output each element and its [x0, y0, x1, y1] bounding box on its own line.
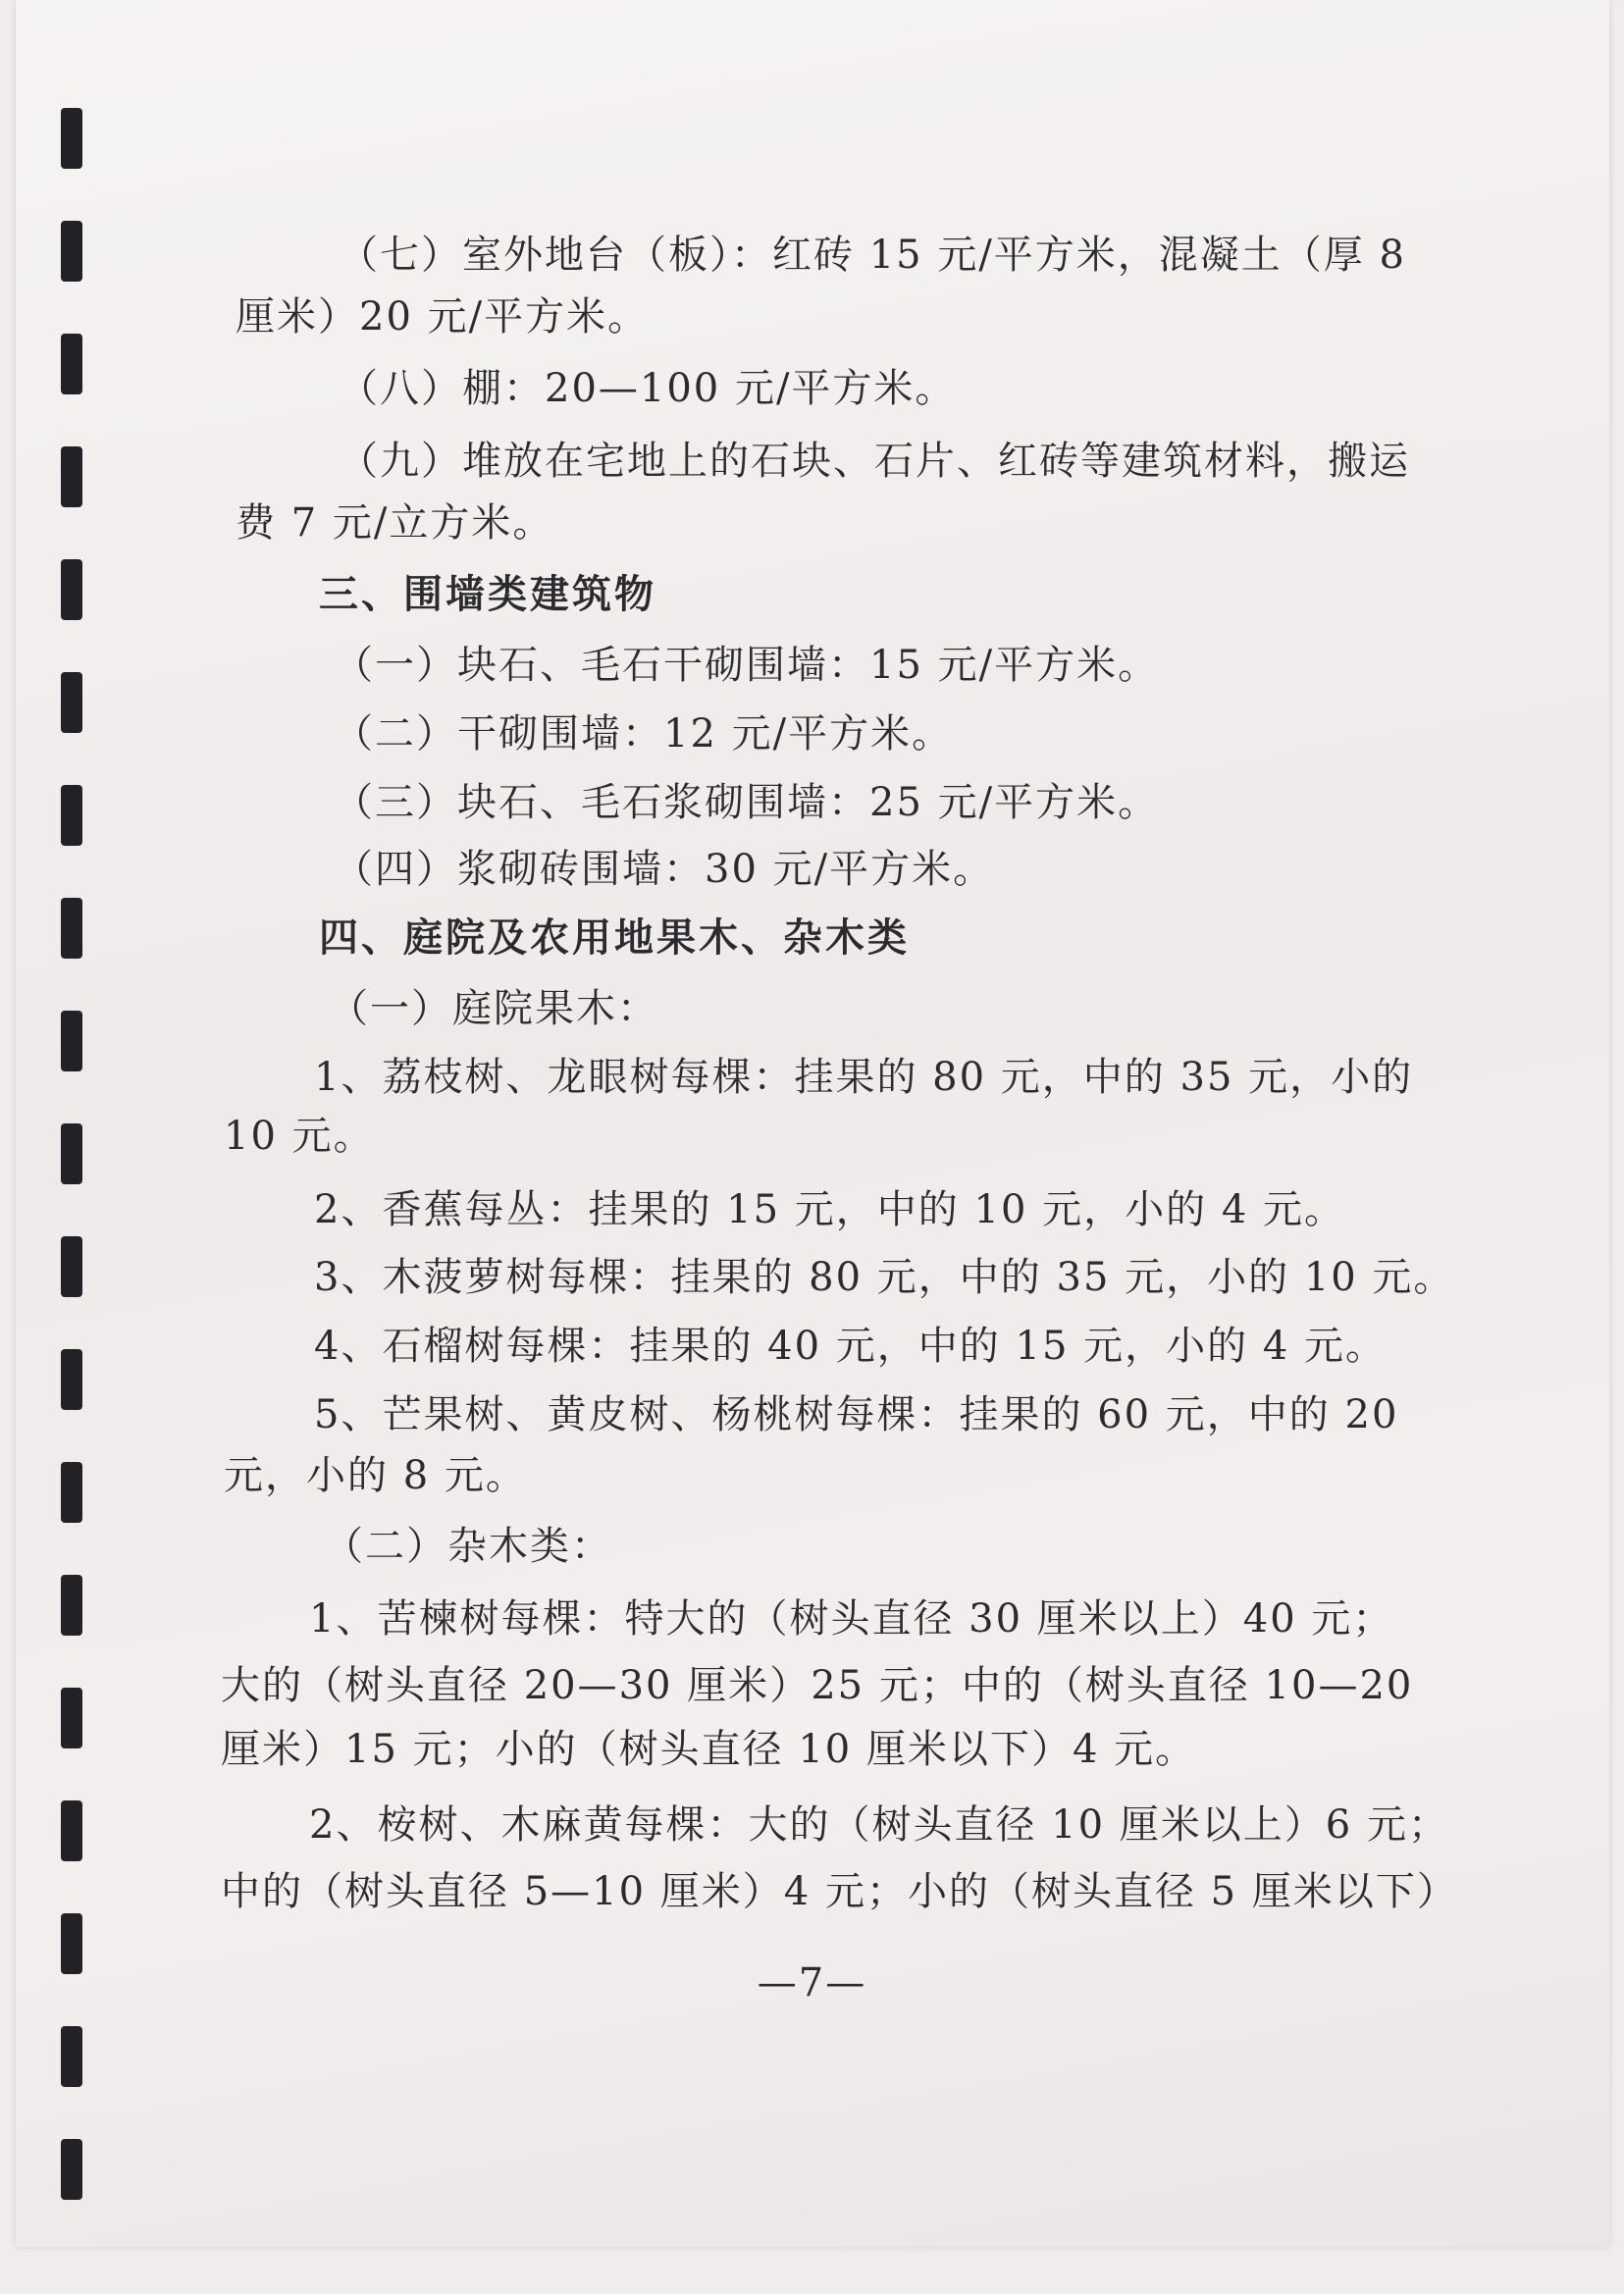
- item-dry-stone-wall: （一）块石、毛石干砌围墙：15 元/平方米。: [334, 643, 1160, 688]
- item-dry-wall: （二）干砌围墙：12 元/平方米。: [334, 711, 954, 756]
- item-mango: 5、芒果树、黄皮树、杨桃树每棵：挂果的 60 元，中的 20: [314, 1392, 1399, 1437]
- item-eucalyptus: 2、桉树、木麻黄每棵：大的（树头直径 10 厘米以上）6 元；: [309, 1802, 1449, 1848]
- item-lychee-longan: 1、荔枝树、龙眼树每棵：挂果的 80 元，中的 35 元，小的: [314, 1055, 1414, 1100]
- item-outdoor-platform-cont: 厘米）20 元/平方米。: [236, 294, 650, 339]
- item-lychee-longan-cont: 10 元。: [224, 1114, 375, 1159]
- item-chinaberry-cont: 大的（树头直径 20—30 厘米）25 元；中的（树头直径 10—20: [221, 1663, 1414, 1708]
- item-building-materials: （九）堆放在宅地上的石块、石片、红砖等建筑材料，搬运: [339, 439, 1410, 484]
- item-chinaberry: 1、苦楝树每棵：特大的（树头直径 30 厘米以上）40 元；: [309, 1596, 1394, 1642]
- item-mango-cont: 元，小的 8 元。: [224, 1453, 527, 1498]
- subsection-courtyard-fruit: （一）庭院果木：: [329, 986, 658, 1031]
- item-jackfruit: 3、木菠萝树每棵：挂果的 80 元，中的 35 元，小的 10 元。: [314, 1255, 1455, 1300]
- item-building-materials-cont: 费 7 元/立方米。: [236, 500, 554, 546]
- item-chinaberry-cont2: 厘米）15 元；小的（树头直径 10 厘米以下）4 元。: [221, 1727, 1197, 1772]
- section-heading-walls: 三、围墙类建筑物: [319, 572, 656, 617]
- item-mortar-brick-wall: （四）浆砌砖围墙：30 元/平方米。: [334, 847, 995, 892]
- page-number: —7—: [757, 1960, 867, 2006]
- item-pomegranate: 4、石榴树每棵：挂果的 40 元，中的 15 元，小的 4 元。: [314, 1324, 1387, 1369]
- item-banana: 2、香蕉每丛：挂果的 15 元，中的 10 元，小的 4 元。: [314, 1187, 1345, 1232]
- subsection-misc-trees: （二）杂木类：: [324, 1524, 612, 1569]
- item-mortar-stone-wall: （三）块石、毛石浆砌围墙：25 元/平方米。: [334, 780, 1160, 825]
- section-heading-trees: 四、庭院及农用地果木、杂木类: [319, 915, 910, 961]
- item-shed: （八）棚：20—100 元/平方米。: [339, 366, 957, 411]
- item-eucalyptus-cont: 中的（树头直径 5—10 厘米）4 元；小的（树头直径 5 厘米以下）: [221, 1869, 1458, 1914]
- item-outdoor-platform: （七）室外地台（板）：红砖 15 元/平方米，混凝土（厚 8: [339, 233, 1406, 278]
